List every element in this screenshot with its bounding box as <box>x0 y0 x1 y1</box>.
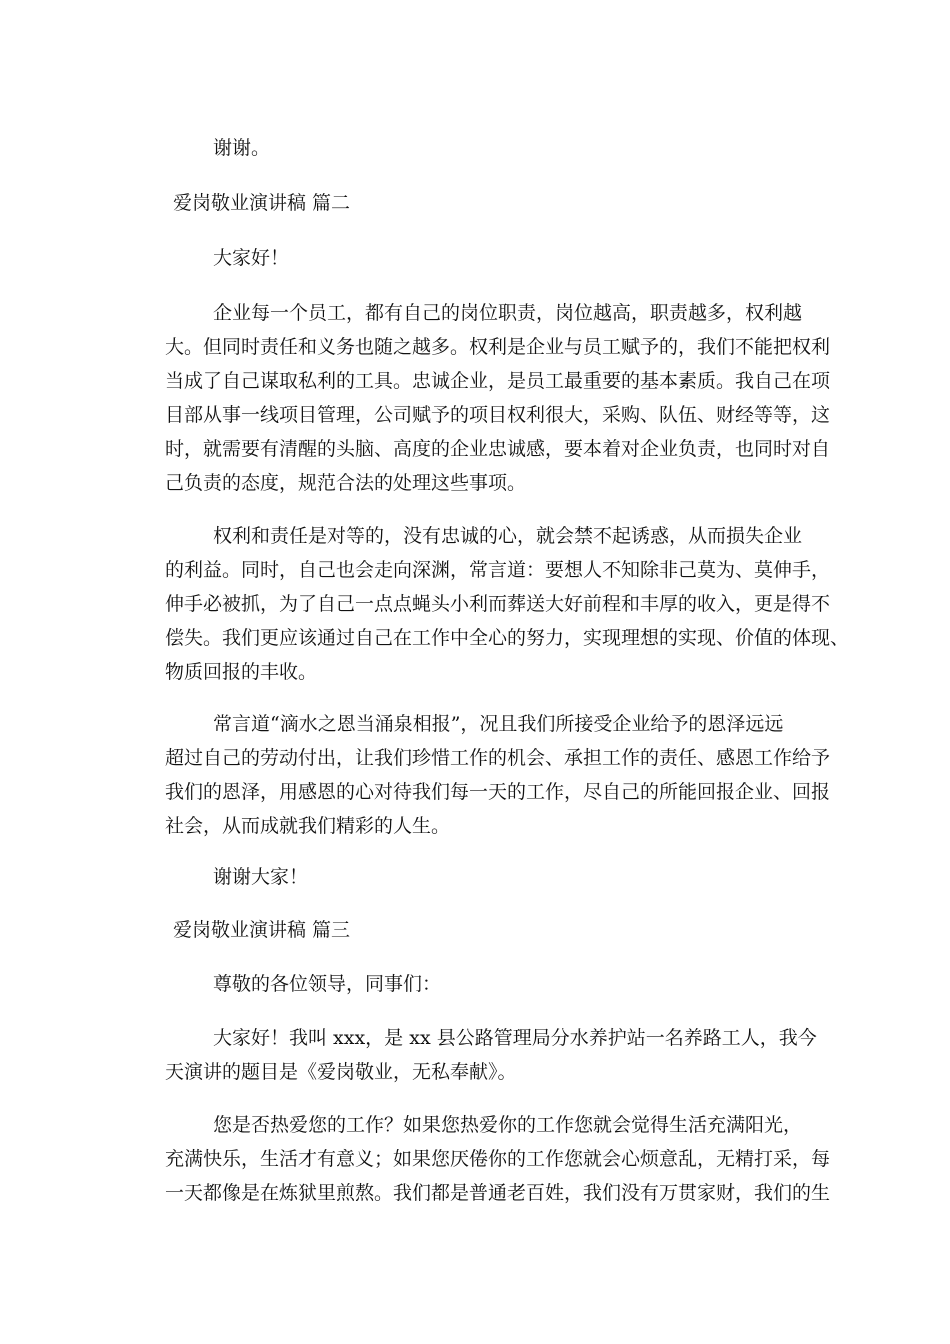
paragraph-line: 伸手必被抓，为了自己一点点蝇头小利而葬送大好前程和丰厚的收入，更是得不 <box>165 593 831 615</box>
paragraph-line: 充满快乐，生活才有意义；如果您厌倦你的工作您就会心烦意乱，无精打采，每 <box>165 1148 831 1170</box>
paragraph-line: 己负责的态度，规范合法的处理这些事项。 <box>165 472 527 494</box>
paragraph-line: 目部从事一线项目管理，公司赋予的项目权利很大，采购、队伍、财经等等，这 <box>165 404 831 426</box>
paragraph-line: 一天都像是在炼狱里煎熬。我们都是普通老百姓，我们没有万贯家财，我们的生 <box>165 1182 831 1204</box>
paragraph-line: 权利和责任是对等的，没有忠诚的心，就会禁不起诱惑，从而损失企业 <box>213 525 803 547</box>
paragraph-line: 天演讲的题目是《爱岗敬业，无私奉献》。 <box>165 1061 517 1083</box>
paragraph-line: 物质回报的丰收。 <box>165 661 318 683</box>
salutation: 尊敬的各位领导，同事们： <box>213 973 442 995</box>
paragraph-line: 企业每一个员工，都有自己的岗位职责，岗位越高，职责越多，权利越 <box>213 302 803 324</box>
paragraph-line: 社会，从而成就我们精彩的人生。 <box>165 815 451 837</box>
greeting: 大家好！ <box>213 247 290 269</box>
paragraph-line: 大家好！我叫 xxx，是 xx 县公路管理局分水养护站一名养路工人，我今 <box>213 1027 817 1049</box>
closing-thanks: 谢谢大家！ <box>213 866 309 888</box>
section-heading-3: 爱岗敬业演讲稿 篇三 <box>173 919 351 941</box>
paragraph-line: 的利益。同时，自己也会走向深渊，常言道：要想人不知除非己莫为、莫伸手， <box>165 559 831 581</box>
paragraph-line: 当成了自己谋取私利的工具。忠诚企业，是员工最重要的基本素质。我自己在项 <box>165 370 831 392</box>
paragraph-line: 偿失。我们更应该通过自己在工作中全心的努力，实现理想的实现、价值的体现、 <box>165 627 850 649</box>
paragraph-line: 大。但同时责任和义务也随之越多。权利是企业与员工赋予的，我们不能把权利 <box>165 336 831 358</box>
paragraph-line: 时，就需要有清醒的头脑、高度的企业忠诚感，要本着对企业负责，也同时对自 <box>165 438 831 460</box>
paragraph-line: 常言道“滴水之恩当涌泉相报”，况且我们所接受企业给予的恩泽远远 <box>213 713 784 735</box>
paragraph-line: 超过自己的劳动付出，让我们珍惜工作的机会、承担工作的责任、感恩工作给予 <box>165 747 831 769</box>
paragraph-line: 我们的恩泽，用感恩的心对待我们每一天的工作，尽自己的所能回报企业、回报 <box>165 781 831 803</box>
section-heading-2: 爱岗敬业演讲稿 篇二 <box>173 192 351 214</box>
closing-thanks: 谢谢。 <box>213 137 271 159</box>
paragraph-line: 您是否热爱您的工作？如果您热爱你的工作您就会觉得生活充满阳光， <box>213 1114 803 1136</box>
